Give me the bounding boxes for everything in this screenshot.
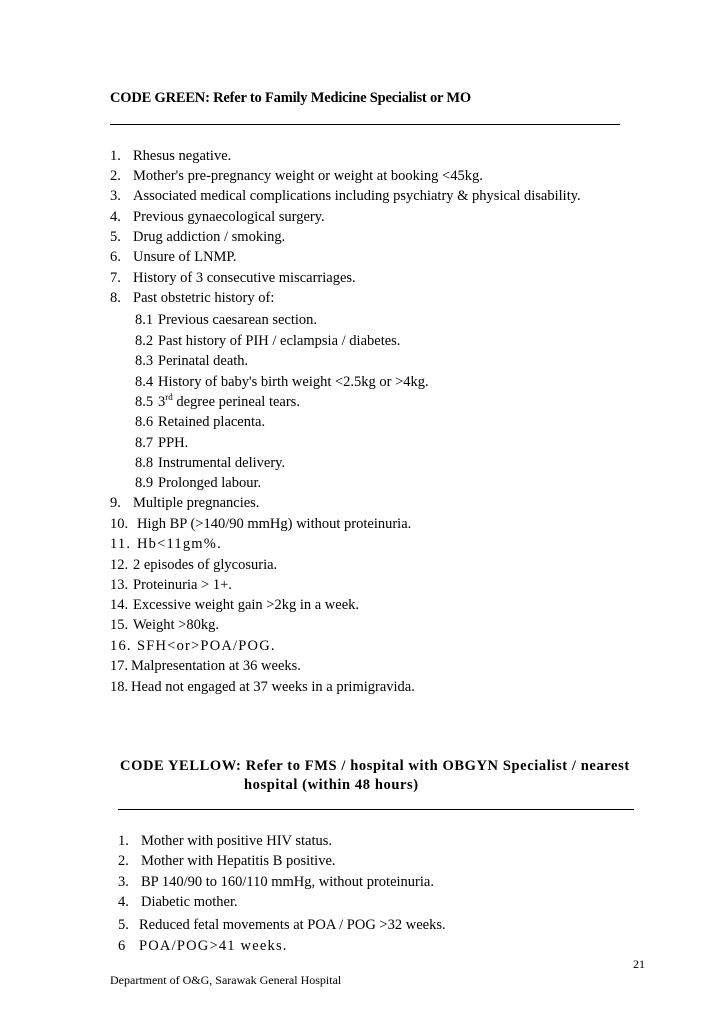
sub-list-item: 8.7 PPH. xyxy=(135,435,189,451)
list-item: 15. Weight >80kg. xyxy=(110,617,219,633)
list-item: 2. Mother's pre-pregnancy weight or weight at booking <45kg. xyxy=(110,168,483,184)
sub-list-item: 8.6 Retained placenta. xyxy=(135,414,266,430)
list-item: 13. Proteinuria > 1+. xyxy=(110,577,232,593)
list-item: 3. BP 140/90 to 160/110 mmHg, without proteinuria. xyxy=(118,874,434,890)
list-item: 3. Associated medical complications including psychiatry & physical disability. xyxy=(110,188,581,204)
list-item: 6 POA/POG>41 weeks. xyxy=(118,938,288,954)
list-item: 7. History of 3 consecutive miscarriages. xyxy=(110,270,356,286)
code-yellow-rule xyxy=(118,809,634,810)
page-number: 21 xyxy=(633,957,645,971)
list-item: 4. Diabetic mother. xyxy=(118,894,238,910)
sub-list-item: 8.1 Previous caesarean section. xyxy=(135,312,318,328)
code-green-heading: CODE GREEN: Refer to Family Medicine Specialist or MO xyxy=(110,90,471,106)
list-item: 8. Past obstetric history of: xyxy=(110,290,275,306)
list-item: 1. Mother with positive HIV status. xyxy=(118,833,333,849)
list-item: 4. Previous gynaecological surgery. xyxy=(110,209,325,225)
list-item: 5. Reduced fetal movements at POA / POG >32 weeks. xyxy=(118,917,446,933)
list-item: 12. 2 episodes of glycosuria. xyxy=(110,557,278,573)
sub-list-item: 8.5 3rd degree perineal tears. xyxy=(135,392,300,410)
sub-list-item: 8.9 Prolonged labour. xyxy=(135,475,262,491)
list-item: 10. High BP (>140/90 mmHg) without proteinuria. xyxy=(110,516,412,532)
sub-list-item: 8.8 Instrumental delivery. xyxy=(135,455,286,471)
list-item: 2. Mother with Hepatitis B positive. xyxy=(118,853,336,869)
list-item: 18. Head not engaged at 37 weeks in a primigravida. xyxy=(110,679,415,695)
list-item: 17. Malpresentation at 36 weeks. xyxy=(110,658,301,674)
list-item: 1. Rhesus negative. xyxy=(110,148,232,164)
list-item: 6. Unsure of LNMP. xyxy=(110,249,237,265)
code-yellow-heading: CODE YELLOW: Refer to FMS / hospital with OBGYN Specialist / nearest xyxy=(120,758,630,774)
sub-list-item: 8.2 Past history of PIH / eclampsia / diabetes. xyxy=(135,333,401,349)
sub-list-item: 8.4 History of baby's birth weight <2.5kg or >4kg. xyxy=(135,374,429,390)
list-item: 5. Drug addiction / smoking. xyxy=(110,229,286,245)
page-footer: Department of O&G, Sarawak General Hospital xyxy=(110,973,342,987)
list-item: 16. SFH<or>POA/POG. xyxy=(110,638,276,654)
list-item: 9. Multiple pregnancies. xyxy=(110,495,260,511)
code-green-rule xyxy=(110,124,620,125)
list-item: 11. Hb<11gm%. xyxy=(110,536,222,552)
sub-list-item: 8.3 Perinatal death. xyxy=(135,353,249,369)
code-yellow-heading-line2: hospital (within 48 hours) xyxy=(244,777,419,793)
list-item: 14. Excessive weight gain >2kg in a week. xyxy=(110,597,360,613)
